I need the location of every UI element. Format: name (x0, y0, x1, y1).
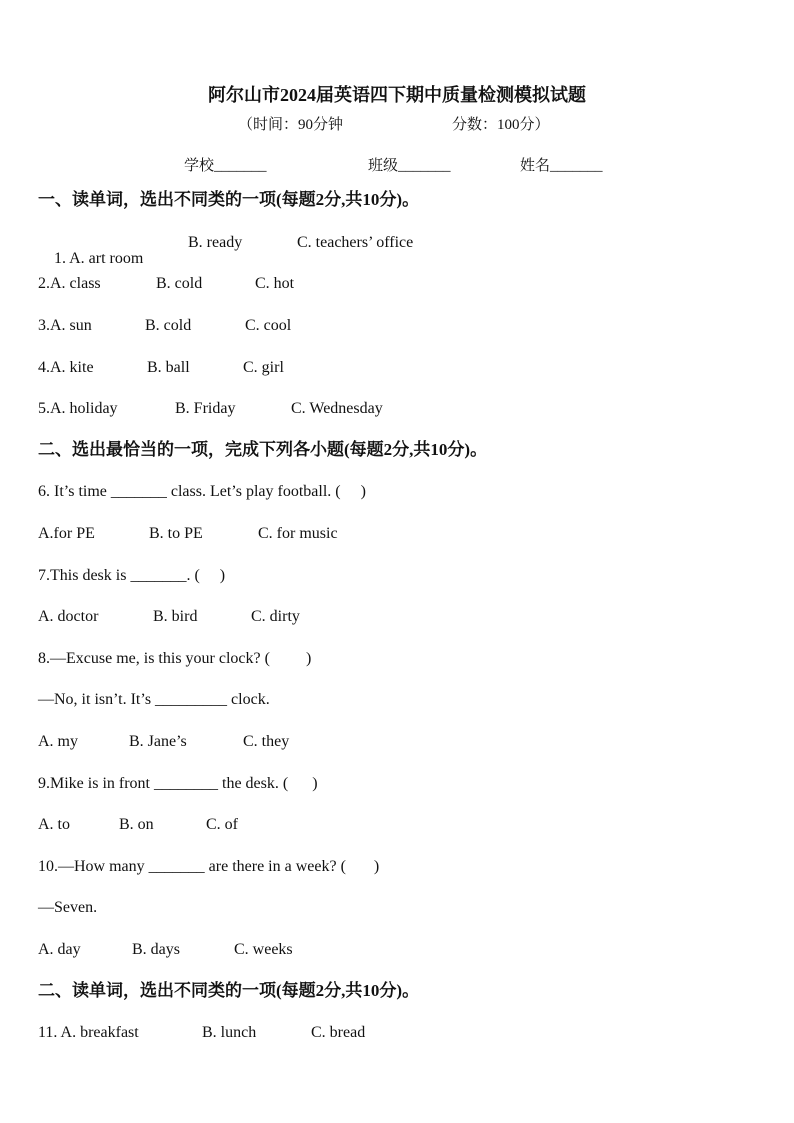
question-3-option-c: C. cool (245, 317, 292, 334)
question-7: 7.This desk is _______. ( ) (38, 567, 226, 584)
question-11-option-b: B. lunch (202, 1024, 257, 1041)
question-2-option-c: C. hot (255, 275, 295, 292)
question-8-reply: —No, it isn’t. It’s _________ clock. (38, 691, 270, 708)
section-heading-3: 二、读单词，选出不同类的一项(每题2分,共10分)。 (38, 981, 420, 1000)
question-8: 8.—Excuse me, is this your clock? ( ) (38, 650, 312, 667)
question-4-option-a: 4.A. kite (38, 359, 94, 376)
page-title: 阿尔山市2024届英语四下期中质量检测模拟试题 (208, 85, 586, 105)
question-4-option-c: C. girl (243, 359, 284, 376)
question-1-option-b: B. ready (188, 234, 243, 251)
class-field: 班级_______ (368, 158, 451, 174)
question-6-option-b: B. to PE (149, 525, 203, 542)
exam-score: 分数：100分） (452, 117, 550, 133)
question-4-option-b: B. ball (147, 359, 190, 376)
question-3-option-b: B. cold (145, 317, 192, 334)
question-8-option-c: C. they (243, 733, 290, 750)
question-10-option-a: A. day (38, 941, 81, 958)
question-8-option-b: B. Jane’s (129, 733, 187, 750)
question-10-option-c: C. weeks (234, 941, 293, 958)
question-9-option-c: C. of (206, 816, 238, 833)
section-heading-1: 一、读单词，选出不同类的一项(每题2分,共10分)。 (38, 190, 420, 209)
question-7-option-b: B. bird (153, 608, 198, 625)
question-2-option-b: B. cold (156, 275, 203, 292)
exam-time: （时间：90分钟 (238, 117, 344, 133)
question-11-option-c: C. bread (311, 1024, 366, 1041)
question-11-option-a: 11. A. breakfast (38, 1024, 139, 1041)
question-7-option-a: A. doctor (38, 608, 99, 625)
question-5-option-c: C. Wednesday (291, 400, 383, 417)
question-6-option-a: A.for PE (38, 525, 95, 542)
question-1-option-a: 1. A. art room (54, 250, 144, 267)
school-field: 学校_______ (184, 158, 267, 174)
question-5-option-a: 5.A. holiday (38, 400, 118, 417)
question-10-option-b: B. days (132, 941, 180, 958)
question-9-option-a: A. to (38, 816, 70, 833)
question-9-option-b: B. on (119, 816, 154, 833)
question-9: 9.Mike is in front ________ the desk. ( ) (38, 775, 318, 792)
question-1-option-c: C. teachers’ office (297, 234, 414, 251)
question-6: 6. It’s time _______ class. Let’s play football. ( ) (38, 483, 366, 500)
question-10: 10.—How many _______ are there in a week? ( ) (38, 858, 380, 875)
question-3-option-a: 3.A. sun (38, 317, 92, 334)
section-heading-2: 二、选出最恰当的一项，完成下列各小题(每题2分,共10分)。 (38, 440, 488, 459)
question-2-option-a: 2.A. class (38, 275, 101, 292)
question-10-reply: —Seven. (38, 899, 98, 916)
question-8-option-a: A. my (38, 733, 78, 750)
question-7-option-c: C. dirty (251, 608, 300, 625)
question-5-option-b: B. Friday (175, 400, 236, 417)
question-6-option-c: C. for music (258, 525, 338, 542)
name-field: 姓名_______ (520, 158, 603, 174)
